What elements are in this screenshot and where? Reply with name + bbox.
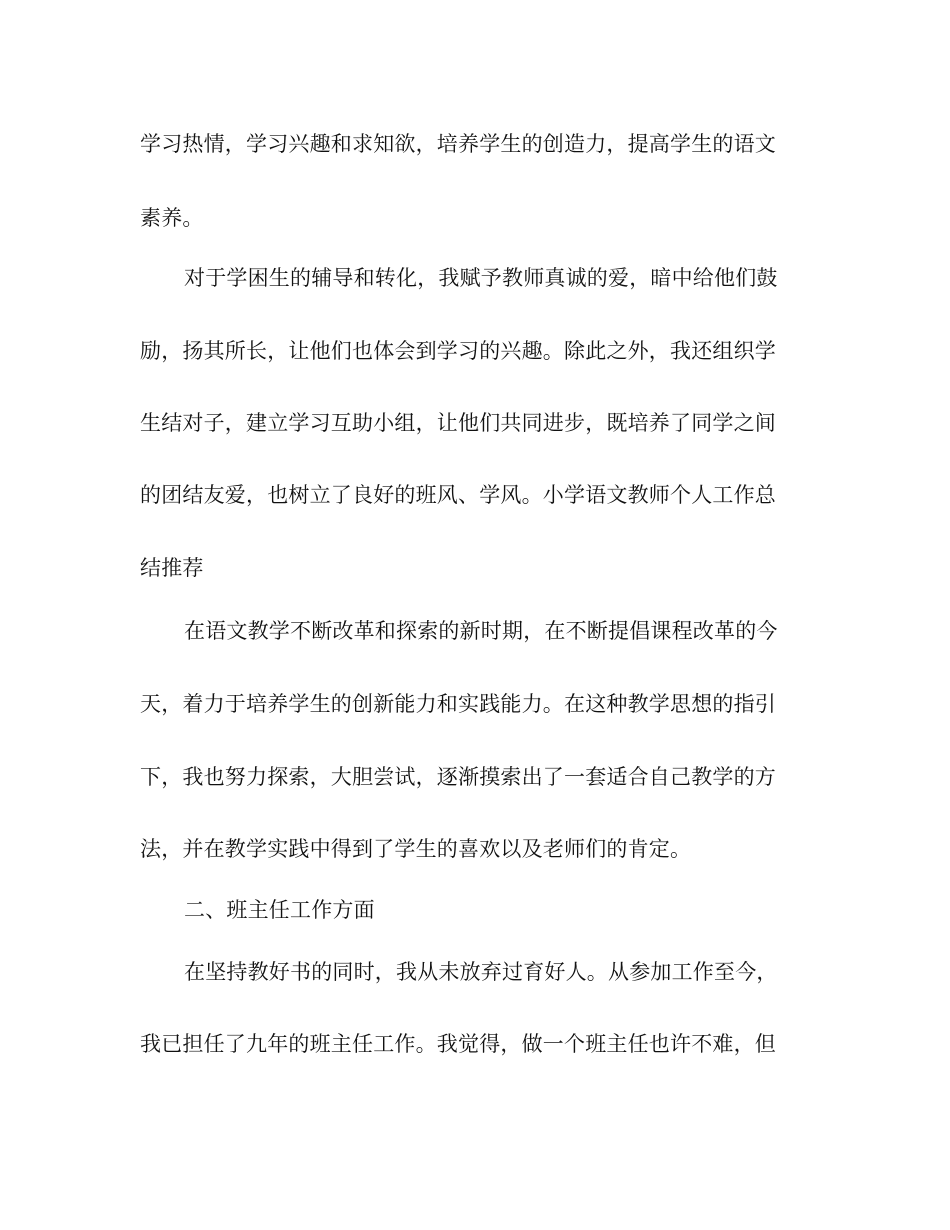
text-line: 我已担任了九年的班主任工作。我觉得，做一个班主任也许不难，但 — [140, 1032, 776, 1056]
section-heading: 二、班主任工作方面 — [184, 898, 375, 922]
text-line: 天，着力于培养学生的创新能力和实践能力。在这种教学思想的指引 — [140, 692, 776, 716]
paragraph-start-line: 在坚持教好书的同时，我从未放弃过育好人。从参加工作至今， — [184, 960, 778, 984]
paragraph-start-line: 对于学困生的辅导和转化，我赋予教师真诚的爱，暗中给他们鼓 — [184, 266, 778, 290]
text-line: 生结对子，建立学习互助小组，让他们共同进步，既培养了同学之间 — [140, 411, 776, 435]
text-line: 下，我也努力探索，大胆尝试，逐渐摸索出了一套适合自己教学的方 — [140, 765, 776, 789]
text-line: 的团结友爱，也树立了良好的班风、学风。小学语文教师个人工作总 — [140, 483, 776, 507]
text-line: 学习热情，学习兴趣和求知欲，培养学生的创造力，提高学生的语文 — [140, 132, 776, 156]
paragraph-start-line: 在语文教学不断改革和探索的新时期，在不断提倡课程改革的今 — [184, 619, 778, 643]
text-line: 结推荐 — [140, 556, 204, 580]
text-line: 法，并在教学实践中得到了学生的喜欢以及老师们的肯定。 — [140, 837, 692, 861]
text-line: 素养。 — [140, 206, 204, 230]
text-line: 励，扬其所长，让他们也体会到学习的兴趣。除此之外，我还组织学 — [140, 339, 776, 363]
